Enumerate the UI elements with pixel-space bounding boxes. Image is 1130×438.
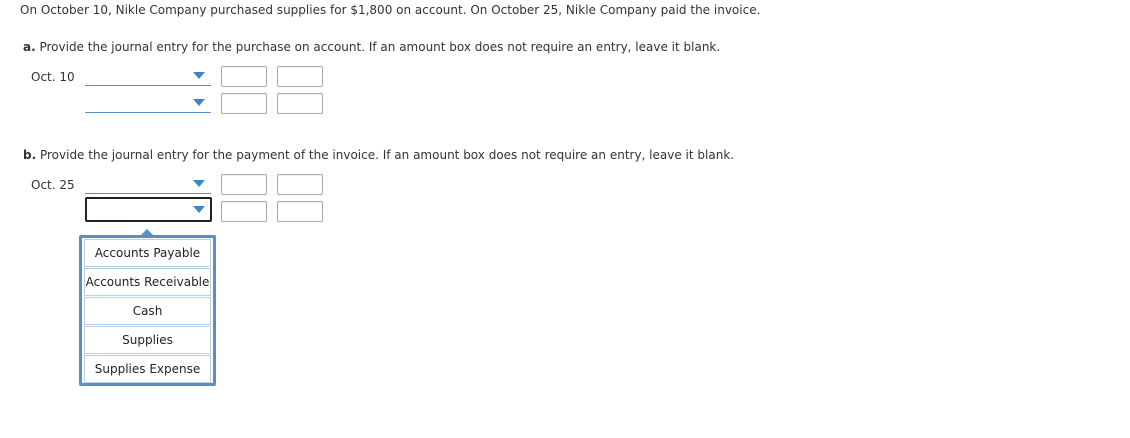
part-a-prefix: a.: [23, 40, 36, 54]
chevron-down-icon: [193, 72, 205, 79]
dropdown-option-supplies[interactable]: Supplies: [84, 326, 211, 354]
part-b-prefix: b.: [23, 148, 37, 162]
dropdown-option-accounts-payable[interactable]: Accounts Payable: [84, 239, 211, 267]
part-b-date: Oct. 25: [31, 178, 75, 192]
chevron-down-icon: [193, 206, 205, 213]
part-b-instructions: [23, 148, 734, 162]
part-b-row1-account-select[interactable]: [85, 174, 211, 194]
part-b-row2-credit-input[interactable]: [277, 201, 323, 222]
dropdown-option-supplies-expense[interactable]: Supplies Expense: [84, 355, 211, 383]
part-b-text: Provide the journal entry for the payment of the invoice. If an amount box does not require an entry, leave it blank.: [36, 148, 735, 162]
part-a-text: Provide the journal entry for the purchase on account. If an amount box does not require an entry, leave it blank.: [35, 40, 721, 54]
part-a-row1-credit-input[interactable]: [277, 66, 323, 87]
part-b-row1-debit-input[interactable]: [221, 174, 267, 195]
part-b-row2-debit-input[interactable]: [221, 201, 267, 222]
chevron-down-icon: [193, 180, 205, 187]
part-a-row1-account-select[interactable]: [85, 66, 211, 86]
part-a-date: Oct. 10: [31, 70, 75, 84]
part-a-row2-account-select[interactable]: [85, 93, 211, 113]
account-dropdown-list: [79, 235, 216, 386]
part-a-instructions: [23, 40, 720, 54]
chevron-down-icon: [193, 99, 205, 106]
dropdown-option-cash[interactable]: Cash: [84, 297, 211, 325]
part-a-row1-debit-input[interactable]: [221, 66, 267, 87]
part-a-row2-credit-input[interactable]: [277, 93, 323, 114]
part-b-row1-credit-input[interactable]: [277, 174, 323, 195]
problem-intro: On October 10, Nikle Company purchased supplies for $1,800 on account. On October 25, Nikle Company paid the invoice.: [20, 3, 761, 17]
part-a-row2-debit-input[interactable]: [221, 93, 267, 114]
part-b-row2-account-select[interactable]: [85, 197, 212, 222]
dropdown-option-accounts-receivable[interactable]: Accounts Receivable: [84, 268, 211, 296]
